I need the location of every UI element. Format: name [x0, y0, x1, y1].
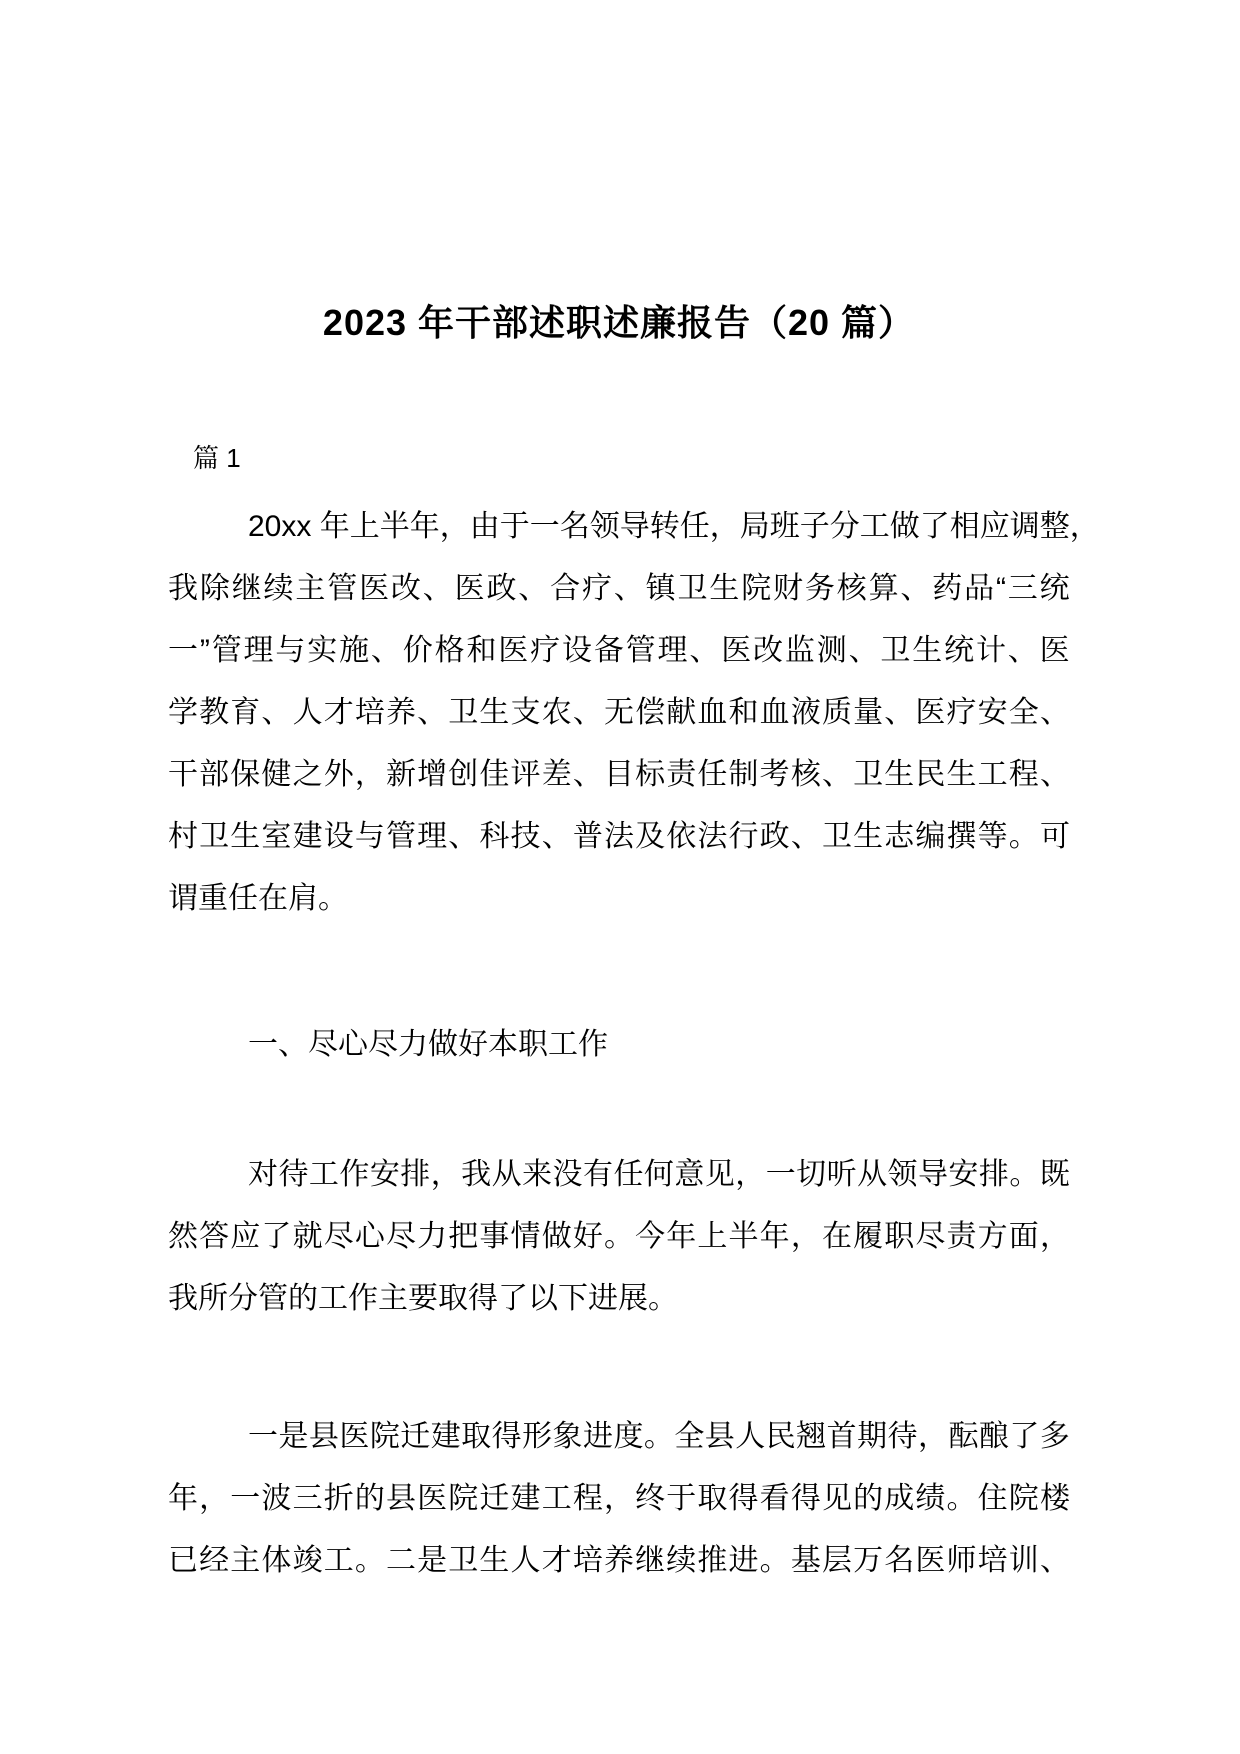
text-line: 然 答 应 了 就 尽 心 尽 力 把 事 情 做 好 。 今 年 上 半 年 ， 在 履 职 尽 责 方 面 ，	[168, 1220, 1070, 1253]
body-paragraph	[168, 1406, 1070, 1592]
text-line: 一 ” 管 理 与 实 施 、 价 格 和 医 疗 设 备 管 理 、 医 改 监 测 、 卫 生 统 计 、 医	[168, 634, 1070, 667]
section-heading: 一、尽心尽力做好本职工作	[248, 1028, 608, 1061]
text-line: 学 教 育 、 人 才 培 养 、 卫 生 支 农 、 无 偿 献 血 和 血 液 质 量 、 医 疗 安 全 、	[168, 696, 1070, 729]
body-paragraph	[168, 1144, 1070, 1330]
text-line: 谓重任在肩。	[168, 882, 348, 915]
text-line: 我所分管的工作主要取得了以下进展。	[168, 1282, 678, 1315]
document-title: 2023 年干部述职述廉报告（20 篇）	[322, 302, 916, 343]
body-paragraph	[168, 496, 1100, 930]
text-line: 干 部 保 健 之 外 ， 新 增 创 佳 评 差 、 目 标 责 任 制 考 核 、 卫 生 民 生 工 程 、	[168, 758, 1070, 791]
text-line: 年 ， 一 波 三 折 的 县 医 院 迁 建 工 程 ， 终 于 取 得 看 得 见 的 成 绩 。 住 院 楼	[168, 1482, 1070, 1515]
piece-label: 篇 1	[193, 443, 241, 473]
text-line: 20xx 年 上 半 年 ， 由 于 一 名 领 导 转 任 ， 局 班 子 分 工 做 了 相 应 调 整 ，	[248, 510, 1100, 543]
text-line: 我 除 继 续 主 管 医 改 、 医 政 、 合 疗 、 镇 卫 生 院 财 务 核 算 、 药 品 “ 三 统	[168, 572, 1070, 605]
text-line: 村 卫 生 室 建 设 与 管 理 、 科 技 、 普 法 及 依 法 行 政 、 卫 生 志 编 撰 等 。 可	[168, 820, 1070, 853]
text-line: 一 是 县 医 院 迁 建 取 得 形 象 进 度 。 全 县 人 民 翘 首 期 待 ， 酝 酿 了 多	[248, 1420, 1070, 1453]
text-line: 对 待 工 作 安 排 ， 我 从 来 没 有 任 何 意 见 ， 一 切 听 从 领 导 安 排 。 既	[248, 1158, 1070, 1191]
text-line: 已 经 主 体 竣 工 。 二 是 卫 生 人 才 培 养 继 续 推 进 。 基 层 万 名 医 师 培 训 、	[168, 1544, 1070, 1577]
